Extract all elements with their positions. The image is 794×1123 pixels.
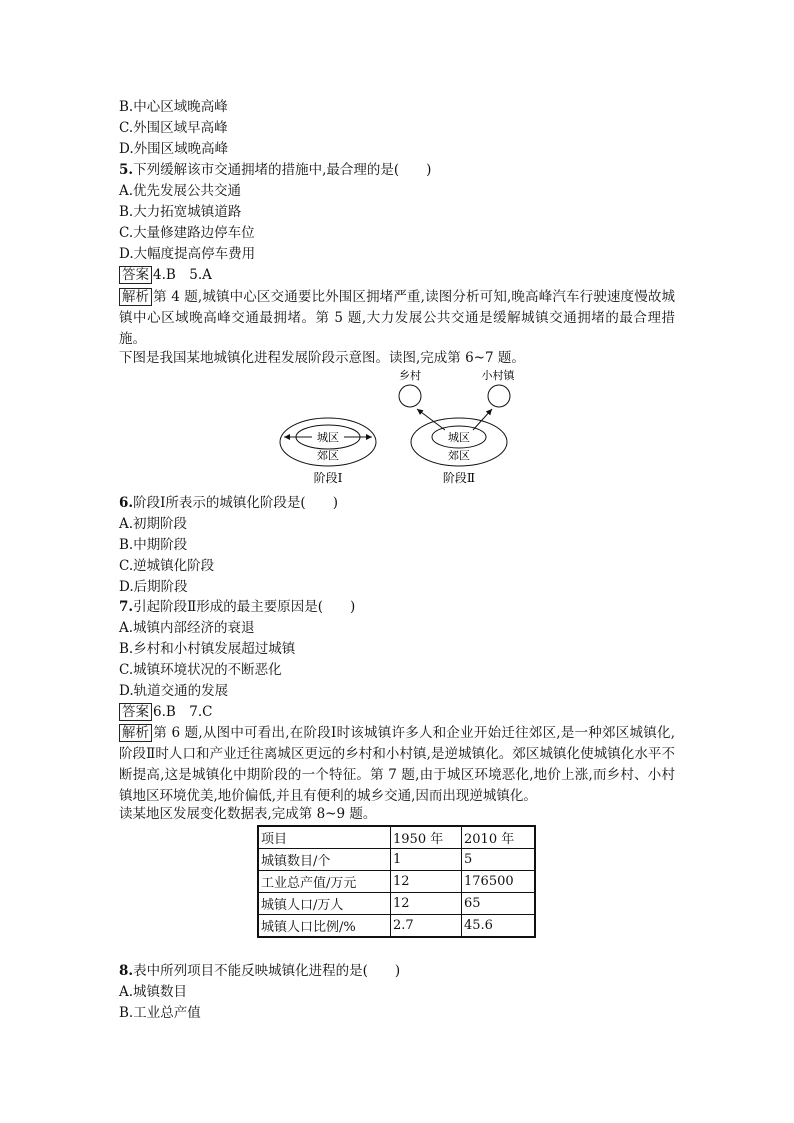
answer-block <box>119 702 213 722</box>
question-number: 8. <box>119 963 134 979</box>
option-line: A.优先发展公共交通 <box>119 183 242 199</box>
answer-text: 6.B 7.C <box>153 704 213 720</box>
option-line: A.城镇内部经济的衰退 <box>119 620 255 636</box>
table-header-cell: 2010 年 <box>462 826 536 849</box>
option-line: B.中心区域晚高峰 <box>119 99 228 115</box>
village-circle <box>399 385 421 407</box>
table-row <box>258 849 535 871</box>
village-label: 乡村 <box>399 369 421 382</box>
question-8 <box>119 961 400 981</box>
intro-text: 下图是我国某地城镇化进程发展阶段示意图。读图,完成第 6~7 题。 <box>119 350 525 366</box>
table-row <box>258 871 535 893</box>
option-line: D.大幅度提高停车费用 <box>119 246 256 262</box>
table-cell: 12 <box>391 871 462 893</box>
stage1-caption: 阶段Ⅰ <box>313 471 343 485</box>
stage2-inner-label: 城区 <box>448 431 470 444</box>
question-text: 引起阶段Ⅱ形成的最主要原因是( ) <box>133 599 356 615</box>
intro-text: 读某地区发展变化数据表,完成第 8~9 题。 <box>119 806 377 822</box>
table-cell: 城镇人口比例/% <box>258 915 391 938</box>
table-cell: 65 <box>462 893 536 915</box>
table-header-cell: 项目 <box>258 826 391 849</box>
analysis-block <box>119 287 675 350</box>
stage-1 <box>280 418 376 485</box>
analysis-tag: 解析 <box>119 724 152 742</box>
question-number: 5. <box>119 162 134 178</box>
analysis-text: 第 6 题,从图中可看出,在阶段Ⅰ时该城镇许多人和企业开始迁往郊区,是一种郊区城镇化,阶段Ⅱ时人口和产业迁往离城区更远的乡村和小村镇,是逆城镇化。郊区城镇化使城镇化水平不断提高,这是城镇化中期阶段的一个特征。第 7 题,由于城区环境恶化,地价上涨,而乡村、小村镇地区环境优美,地价偏低,并且有便利的城乡交通,因而出现逆城镇化。 <box>119 725 675 804</box>
table-cell: 5 <box>462 849 536 871</box>
town-label: 小村镇 <box>481 369 515 382</box>
option-line: C.逆城镇化阶段 <box>119 558 215 574</box>
option-line: B.乡村和小村镇发展超过城镇 <box>119 641 296 657</box>
option-line: D.轨道交通的发展 <box>119 683 229 699</box>
table-cell: 1 <box>391 849 462 871</box>
option-line: B.大力拓宽城镇道路 <box>119 204 242 220</box>
question-5 <box>119 160 431 180</box>
table-row <box>258 915 535 938</box>
question-text: 表中所列项目不能反映城镇化进程的是( ) <box>133 963 401 979</box>
table-cell: 城镇人口/万人 <box>258 893 391 915</box>
option-line: B.工业总产值 <box>119 1005 201 1021</box>
option-line: C.城镇环境状况的不断恶化 <box>119 662 282 678</box>
table-header-cell: 1950 年 <box>391 826 462 849</box>
answer-text: 4.B 5.A <box>153 267 212 283</box>
answer-tag: 答案 <box>119 266 152 284</box>
stage2-caption: 阶段Ⅱ <box>442 471 476 485</box>
table-cell: 176500 <box>462 871 536 893</box>
answer-tag: 答案 <box>119 703 152 721</box>
stage1-inner-label: 城区 <box>317 431 339 444</box>
option-line: C.外围区域早高峰 <box>119 120 228 136</box>
stage2-outer-label: 郊区 <box>448 449 470 462</box>
answer-block <box>119 265 212 285</box>
analysis-tag: 解析 <box>119 288 152 306</box>
question-text: 下列缓解该市交通拥堵的措施中,最合理的是( ) <box>133 162 432 178</box>
question-number: 6. <box>119 495 134 511</box>
table-row <box>258 893 535 915</box>
stage1-outer-label: 郊区 <box>317 449 339 462</box>
table-cell: 45.6 <box>462 915 536 938</box>
option-line: C.大量修建路边停车位 <box>119 225 255 241</box>
question-number: 7. <box>119 599 134 615</box>
option-line: B.中期阶段 <box>119 537 188 553</box>
question-6 <box>119 493 338 513</box>
analysis-block <box>119 723 675 807</box>
table-header-row <box>258 826 535 849</box>
urbanization-diagram <box>270 366 530 492</box>
table-cell: 12 <box>391 893 462 915</box>
data-table <box>257 825 536 938</box>
option-line: D.后期阶段 <box>119 579 188 595</box>
table-cell: 工业总产值/万元 <box>258 871 391 893</box>
table-cell: 2.7 <box>391 915 462 938</box>
option-line: A.城镇数目 <box>119 984 188 1000</box>
question-text: 阶段Ⅰ所表示的城镇化阶段是( ) <box>133 495 338 511</box>
stage-2 <box>399 368 515 485</box>
option-line: A.初期阶段 <box>119 516 188 532</box>
analysis-text: 第 4 题,城镇中心区交通要比外围区拥堵严重,读图分析可知,晚高峰汽车行驶速度慢故城镇中心区域晚高峰交通最拥堵。第 5 题,大力发展公共交通是缓解城镇交通拥堵的最合理措施。 <box>119 289 675 347</box>
option-line: D.外围区域晚高峰 <box>119 141 229 157</box>
town-circle <box>488 385 510 407</box>
table-cell: 城镇数目/个 <box>258 849 391 871</box>
question-7 <box>119 597 355 617</box>
